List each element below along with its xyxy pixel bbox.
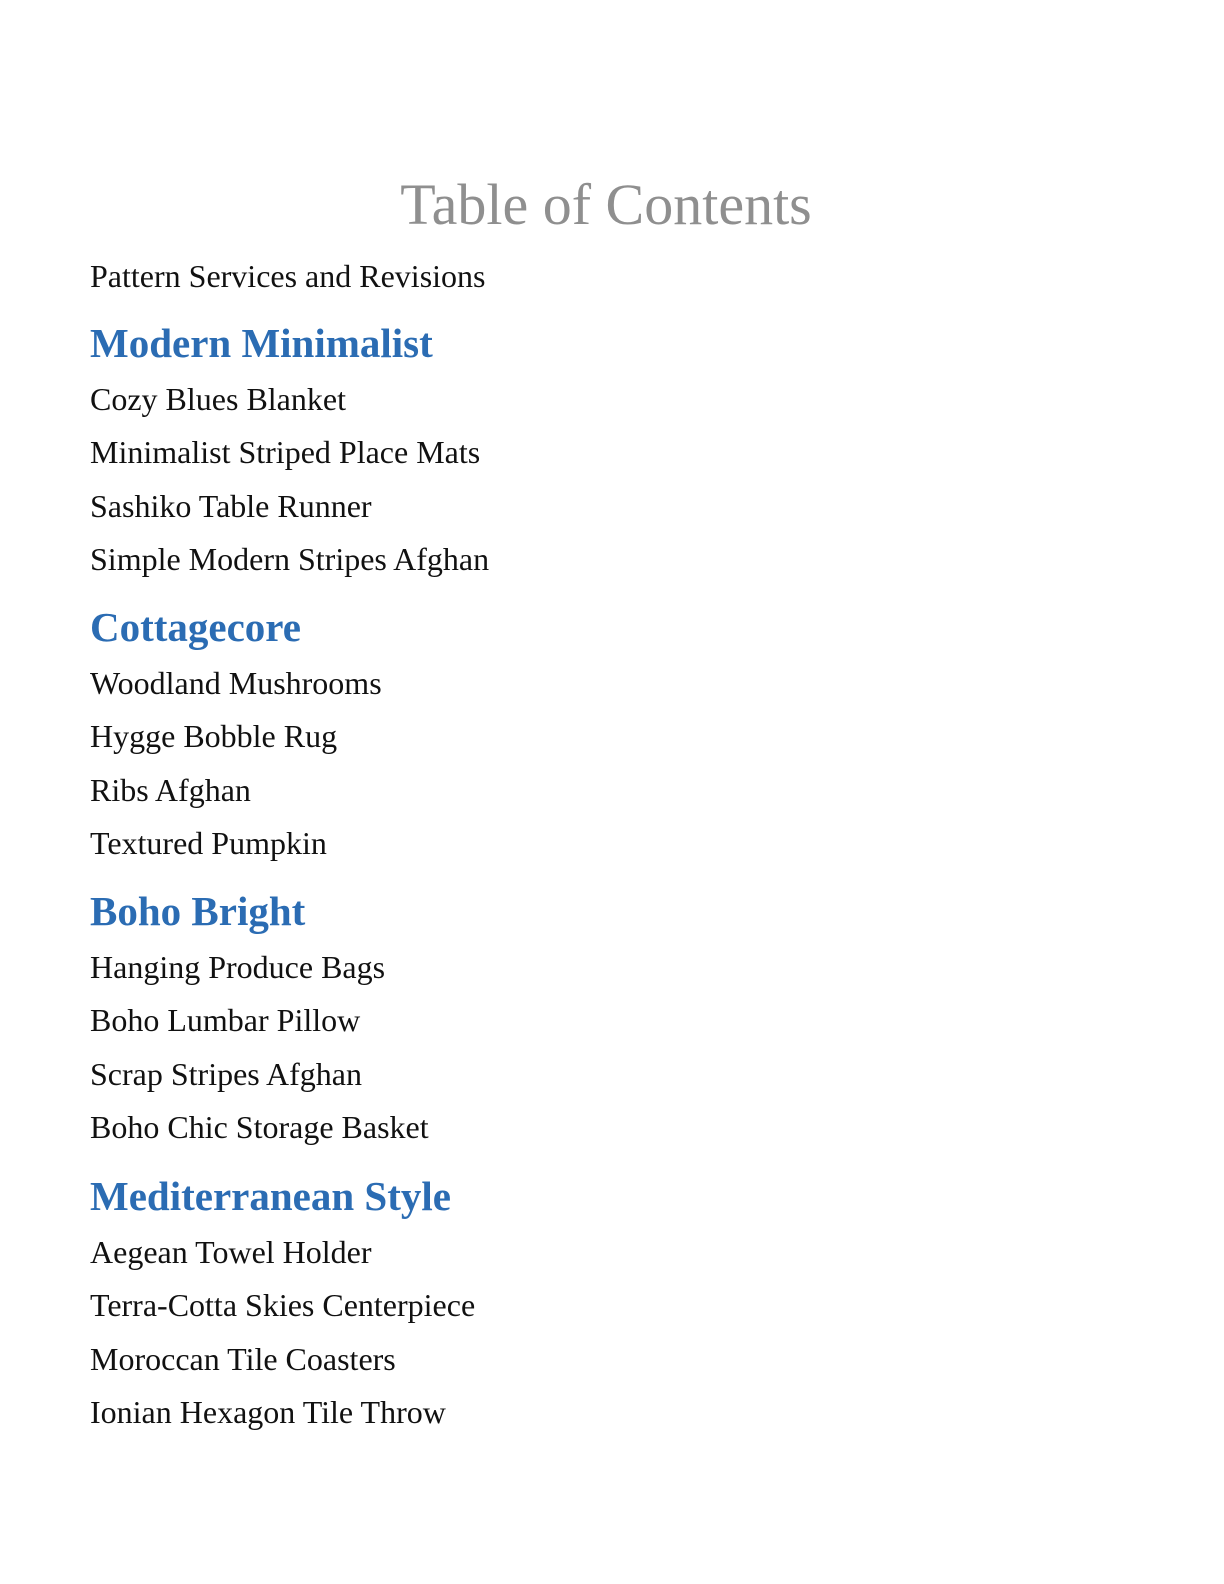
- toc-entry[interactable]: Ionian Hexagon Tile Throw: [90, 1394, 446, 1430]
- toc-entry-pattern-services[interactable]: Pattern Services and Revisions: [90, 258, 486, 294]
- toc-entry[interactable]: Minimalist Striped Place Mats: [90, 434, 481, 470]
- page-title: Table of Contents: [400, 172, 812, 237]
- toc-entry[interactable]: Hanging Produce Bags: [90, 949, 386, 985]
- toc-entry[interactable]: Textured Pumpkin: [90, 825, 327, 861]
- toc-entry[interactable]: Ribs Afghan: [90, 772, 251, 808]
- toc-entry[interactable]: Woodland Mushrooms: [90, 665, 382, 701]
- toc-entry[interactable]: Boho Lumbar Pillow: [90, 1002, 361, 1038]
- toc-entry[interactable]: Boho Chic Storage Basket: [90, 1109, 429, 1145]
- toc-entry[interactable]: Moroccan Tile Coasters: [90, 1341, 396, 1377]
- section-heading-modern-minimalist[interactable]: Modern Minimalist: [90, 320, 433, 366]
- toc-entry[interactable]: Simple Modern Stripes Afghan: [90, 541, 490, 577]
- toc-entry[interactable]: Aegean Towel Holder: [90, 1234, 372, 1270]
- section-heading-mediterranean-style[interactable]: Mediterranean Style: [90, 1173, 451, 1219]
- toc-entry[interactable]: Cozy Blues Blanket: [90, 381, 346, 417]
- section-heading-cottagecore[interactable]: Cottagecore: [90, 604, 301, 650]
- toc-entry[interactable]: Scrap Stripes Afghan: [90, 1056, 362, 1092]
- toc-entry[interactable]: Terra-Cotta Skies Centerpiece: [90, 1287, 476, 1323]
- section-heading-boho-bright[interactable]: Boho Bright: [90, 888, 306, 934]
- toc-entry[interactable]: Hygge Bobble Rug: [90, 718, 338, 754]
- toc-entry[interactable]: Sashiko Table Runner: [90, 488, 372, 524]
